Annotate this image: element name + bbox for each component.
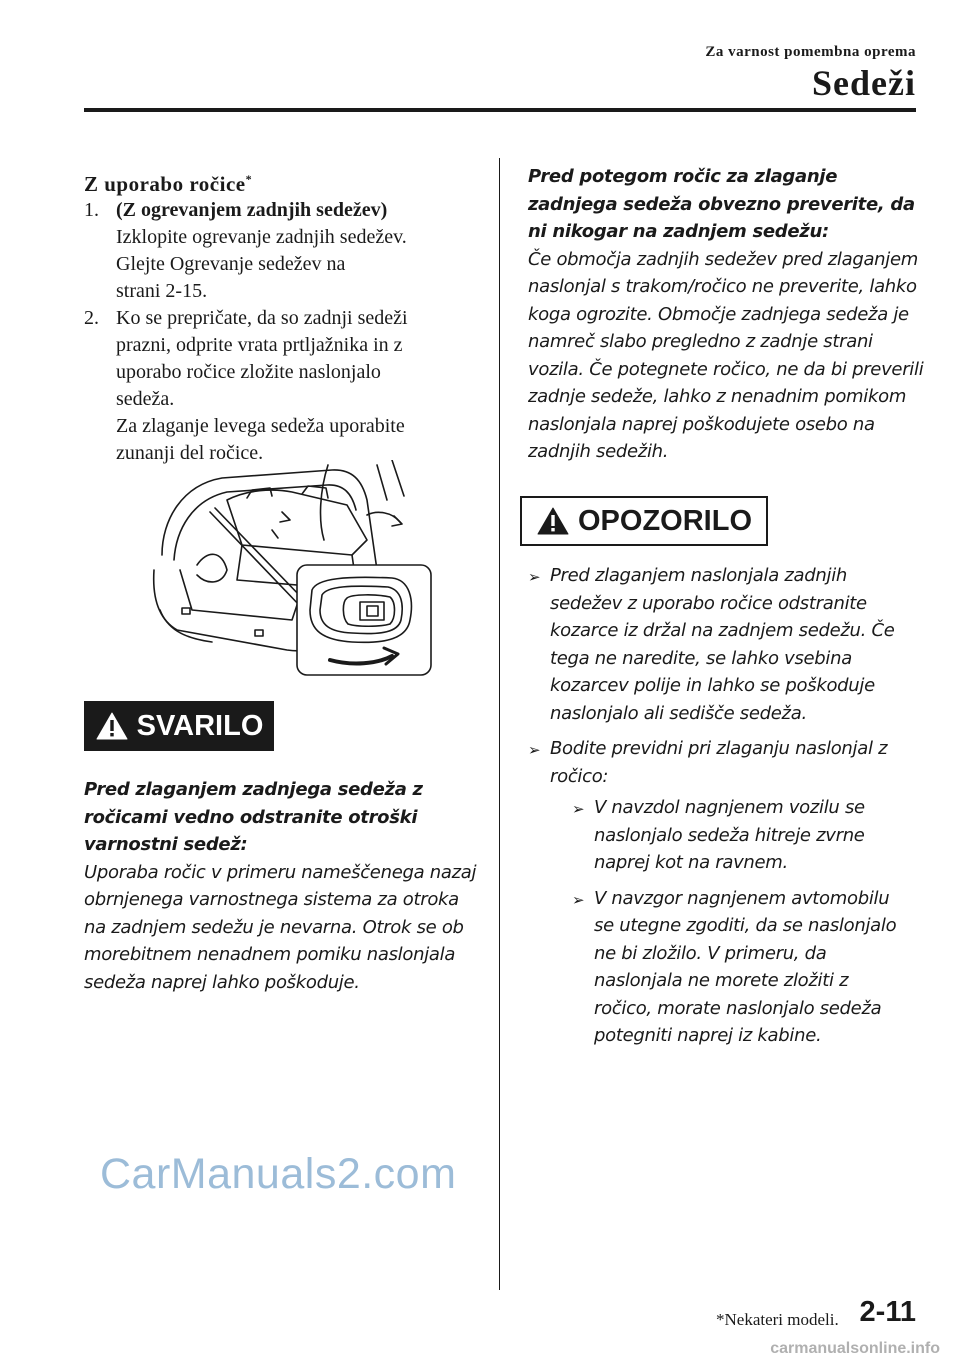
section-subtitle: Za varnost pomembna oprema xyxy=(705,44,916,60)
step-line: sedeža. xyxy=(116,388,175,410)
list-item-text: Pred zlaganjem naslonjala zadnjih sedežev z uporabo ročice odstranite kozarce iz držal na zadnjem sedežu. Če tega ne naredite, se lahko vsebina kozarcev polije in lahko se poškoduje naslonjalo ali sedišče sedeža. xyxy=(550,565,895,724)
step-number: 1. xyxy=(84,199,99,221)
warning-list xyxy=(528,562,908,1066)
caution-heading: Pred zlaganjem zadnjega sedeža z ročicami vedno odstranite otroški varnostni sedež: xyxy=(84,779,423,855)
cargo-lever-illustration xyxy=(152,460,434,678)
procedure-heading-text: Z uporabo ročice xyxy=(84,172,246,196)
optional-mark: * xyxy=(245,172,253,186)
caution-triangle-icon xyxy=(95,711,129,741)
bullet-arrow-icon: ➢ xyxy=(528,568,541,586)
procedure-heading xyxy=(84,166,480,197)
step-line: uporabo ročice zložite naslonjalo xyxy=(116,361,381,383)
step-line: zunanji del ročice. xyxy=(116,442,264,464)
step-line: Ko se prepričate, da so zadnji sedeži xyxy=(116,307,408,329)
danger-text xyxy=(528,163,924,466)
sub-list xyxy=(572,794,908,1050)
step-line: prazni, odprite vrata prtljažnika in z xyxy=(116,334,403,356)
danger-heading: Pred potegom ročic za zlaganje zadnjega sedeža obvezno preverite, da ni nikogar na zadnjem sedežu: xyxy=(528,166,915,242)
list-item xyxy=(528,562,908,727)
header-rule xyxy=(84,108,916,112)
column-divider xyxy=(499,158,500,1290)
sub-list-item xyxy=(572,794,908,877)
watermark: CarManuals2.com xyxy=(100,1150,457,1198)
caution-label: SVARILO xyxy=(136,709,264,742)
left-column xyxy=(84,166,480,467)
sub-list-item-text: V navzdol nagnjenem vozilu se naslonjalo sedeža hitreje zvrne naprej kot na ravnem. xyxy=(594,797,865,873)
step-2 xyxy=(84,305,480,467)
step-line: strani 2-15. xyxy=(116,280,208,302)
bullet-arrow-icon: ➢ xyxy=(528,741,541,759)
list-item xyxy=(528,735,908,1058)
sub-list-item xyxy=(572,885,908,1050)
page-title: Sedeži xyxy=(812,63,916,103)
step-number: 2. xyxy=(84,307,99,329)
caution-text xyxy=(84,776,480,996)
step-condition: (Z ogrevanjem zadnjih sedežev) xyxy=(116,199,388,221)
bullet-arrow-icon: ➢ xyxy=(572,890,585,909)
bullet-arrow-icon: ➢ xyxy=(572,800,585,818)
warning-triangle-icon xyxy=(536,506,570,536)
step-line: Za zlaganje levega sedeža uporabite xyxy=(116,415,405,437)
caution-badge xyxy=(84,701,274,751)
step-1 xyxy=(84,197,480,305)
list-item-text: Bodite previdni pri zlaganju naslonjal z ročico: xyxy=(550,738,888,787)
step-line: Glejte Ogrevanje sedežev na xyxy=(116,253,346,275)
danger-body: Če območja zadnjih sedežev pred zlaganjem naslonjal s trakom/ročico ne preverite, lahko koga ogrozite. Območje zadnjega sedeža je namreč slabo pregledno z zadnje strani vozila. Če potegnete ročico, ne da bi preverili zadnje sedeže, lahko z nenadnim pomikom naslonjala naprej poškodujete osebo na zadnjih sedežih. xyxy=(528,248,924,462)
caution-body: Uporaba ročic v primeru nameščenega nazaj obrnjenega varnostnega sistema za otroka na zadnjem sedežu je nevarna. Otrok se ob morebitnem nenadnem pomiku naslonjala sedeža naprej lahko poškoduje. xyxy=(84,861,477,993)
warning-badge xyxy=(520,496,768,546)
warning-label: OPOZORILO xyxy=(578,504,752,537)
corner-watermark: carmanualsonline.info xyxy=(770,1340,940,1357)
step-line: Izklopite ogrevanje zadnjih sedežev. xyxy=(116,226,407,248)
footnote: *Nekateri modeli. xyxy=(716,1310,839,1329)
page-number: 2-11 xyxy=(859,1296,916,1328)
sub-list-item-text: V navzgor nagnjenem avtomobilu se utegne zgoditi, da se naslonjalo ne bi zložilo. V primeru, da naslonjala ne morete zložiti z ročico, morate naslonjalo sedeža potegniti naprej iz kabine. xyxy=(594,887,897,1046)
